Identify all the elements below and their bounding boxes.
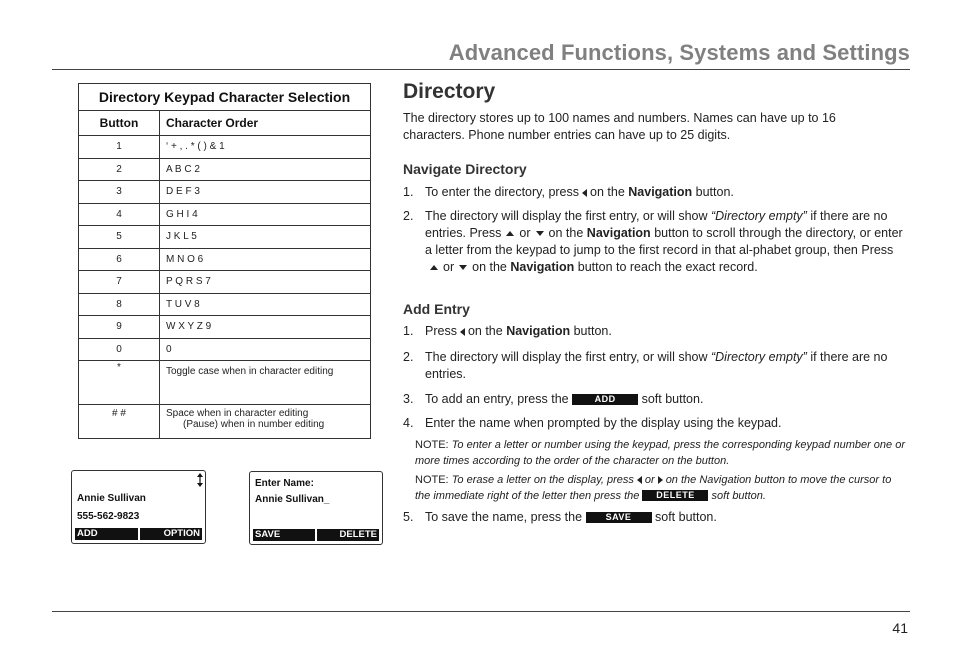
navigate-step-1 [403, 184, 913, 201]
delete-softkey-label: DELETE [642, 490, 708, 501]
navigate-heading: Navigate Directory [403, 161, 527, 177]
step-text: Press [425, 324, 457, 338]
lcd-enter-name-label: Enter Name: [255, 478, 314, 489]
chars-cell: T U V 8 [160, 293, 371, 316]
hash-line-2: (Pause) when in number editing [183, 419, 325, 430]
section-title: Directory [403, 80, 496, 103]
step-text: or [519, 226, 531, 240]
table-row [79, 293, 371, 316]
option-softkey[interactable]: OPTION [140, 528, 203, 540]
up-arrow-icon [506, 231, 514, 236]
up-arrow-icon [430, 265, 438, 270]
lcd-name-entry: Annie Sullivan_ [255, 494, 330, 505]
down-arrow-icon [536, 231, 544, 236]
button-cell: 6 [79, 248, 160, 271]
column-header-character-order: Character Order [160, 111, 371, 136]
directory-empty-text: “Directory empty” [710, 209, 807, 223]
navigate-step-2 [403, 208, 913, 278]
step-number: 4. [403, 416, 414, 430]
table-row [79, 338, 371, 361]
chars-cell: ‘ + , . * ( ) & 1 [160, 136, 371, 159]
step-text: To add an entry, press the [425, 392, 569, 406]
table-row-hash [79, 405, 371, 439]
add-softkey[interactable]: ADD [75, 528, 138, 540]
table-row [79, 226, 371, 249]
step-text: The directory will display the first entry, or will show [425, 209, 708, 223]
step-number: 3. [403, 392, 414, 406]
add-step-4 [403, 415, 913, 432]
left-arrow-icon [637, 476, 642, 484]
button-cell: 3 [79, 181, 160, 204]
step-text: on the [590, 185, 625, 199]
step-number: 1. [403, 185, 414, 199]
step-text: Enter the name when prompted by the display using the keypad. [425, 416, 782, 430]
step-text: button to scroll through the directory, or enter a letter from the keypad to jump to the first record in that al-phabet group, then Press [425, 226, 903, 257]
right-arrow-icon [658, 476, 663, 484]
left-arrow-icon [582, 189, 587, 197]
add-softkey-label: ADD [572, 394, 638, 405]
add-entry-heading: Add Entry [403, 301, 470, 317]
chars-cell: J K L 5 [160, 226, 371, 249]
directory-empty-text: “Directory empty” [710, 350, 807, 364]
softkey-bar [253, 529, 379, 541]
step-number: 1. [403, 324, 414, 338]
down-arrow-icon [459, 265, 467, 270]
button-cell: 7 [79, 271, 160, 294]
chars-cell: D E F 3 [160, 181, 371, 204]
chars-cell: M N O 6 [160, 248, 371, 271]
navigation-label: Navigation [628, 185, 693, 199]
note-text: or [644, 474, 655, 486]
step-text: button. [573, 324, 612, 338]
step-text: soft button. [641, 392, 704, 406]
button-cell: 8 [79, 293, 160, 316]
button-cell: 5 [79, 226, 160, 249]
navigation-label: Navigation [586, 226, 651, 240]
table-row [79, 316, 371, 339]
step-text: on the [548, 226, 584, 240]
lcd-directory-entry-screen [71, 470, 206, 544]
star-key-label: * [117, 362, 121, 373]
scroll-updown-icon [197, 473, 203, 487]
delete-softkey[interactable]: DELETE [317, 529, 379, 541]
button-cell: # # [79, 405, 160, 439]
page-header-title: Advanced Functions, Systems and Settings [448, 40, 910, 65]
step-text: button. [695, 185, 734, 199]
chars-cell: Toggle case when in character editing [160, 361, 371, 405]
left-arrow-icon [460, 328, 465, 336]
table-row [79, 203, 371, 226]
step-text: To save the name, press the [425, 510, 583, 524]
step-text: if there are no entries. Press [425, 209, 888, 240]
button-cell: 0 [79, 338, 160, 361]
button-cell: 4 [79, 203, 160, 226]
save-softkey[interactable]: SAVE [253, 529, 315, 541]
step-text: or [443, 260, 455, 274]
step-text: The directory will display the first entry, or will show [425, 350, 708, 364]
table-row [79, 248, 371, 271]
note-text: on the Navigation button to move the cursor to the immediate right of the letter then press the [415, 474, 892, 502]
note-text: soft button. [711, 489, 766, 502]
step-text: on the [467, 324, 503, 338]
button-cell: 9 [79, 316, 160, 339]
table-row [79, 136, 371, 159]
step-text: soft button. [655, 510, 717, 524]
note-label: NOTE: [415, 474, 449, 486]
lcd-entry-number: 555-562-9823 [77, 511, 140, 522]
header-rule [52, 69, 910, 70]
add-step-1 [403, 323, 913, 340]
table-row [79, 271, 371, 294]
table-row-star [79, 361, 371, 405]
table-row [79, 181, 371, 204]
navigation-label: Navigation [510, 260, 575, 274]
button-cell [79, 361, 160, 405]
table-row [79, 158, 371, 181]
chars-cell: W X Y Z 9 [160, 316, 371, 339]
add-step-5 [403, 509, 913, 526]
chars-cell: 0 [160, 338, 371, 361]
keypad-character-table [78, 83, 371, 439]
step-text: if there are no entries. [425, 350, 888, 381]
note-enter-letter [415, 438, 905, 469]
column-header-button: Button [79, 111, 160, 136]
add-step-3 [403, 391, 913, 408]
step-text: button to reach the exact record. [577, 260, 758, 274]
lcd-enter-name-screen [249, 471, 383, 545]
chars-cell [160, 405, 371, 439]
step-number: 2. [403, 209, 414, 223]
note-label: NOTE: [415, 439, 449, 451]
save-softkey-label: SAVE [586, 512, 652, 523]
button-cell: 2 [79, 158, 160, 181]
hash-line-1: Space when in character editing [166, 408, 309, 419]
chars-cell: G H I 4 [160, 203, 371, 226]
note-text: To erase a letter on the display, press [451, 474, 634, 486]
step-text: To enter the directory, press [425, 185, 580, 199]
step-number: 2. [403, 350, 414, 364]
add-step-2 [403, 349, 913, 383]
note-erase-letter [415, 473, 905, 504]
footer-rule [52, 611, 910, 612]
lcd-entry-name: Annie Sullivan [77, 493, 146, 504]
page-number: 41 [892, 620, 908, 636]
intro-paragraph: The directory stores up to 100 names and numbers. Names can have up to 16 characters. Phone number entries can have up to 25 digits. [403, 111, 836, 142]
chars-cell: P Q R S 7 [160, 271, 371, 294]
button-cell: 1 [79, 136, 160, 159]
step-text: on the [472, 260, 507, 274]
navigation-label: Navigation [506, 324, 571, 338]
note-text: To enter a letter or number using the keypad, press the corresponding keypad number one or more times according to the order of the character on the button. [415, 439, 905, 467]
chars-cell: A B C 2 [160, 158, 371, 181]
table-caption: Directory Keypad Character Selection [79, 84, 371, 111]
step-number: 5. [403, 510, 414, 524]
softkey-bar [75, 528, 202, 540]
